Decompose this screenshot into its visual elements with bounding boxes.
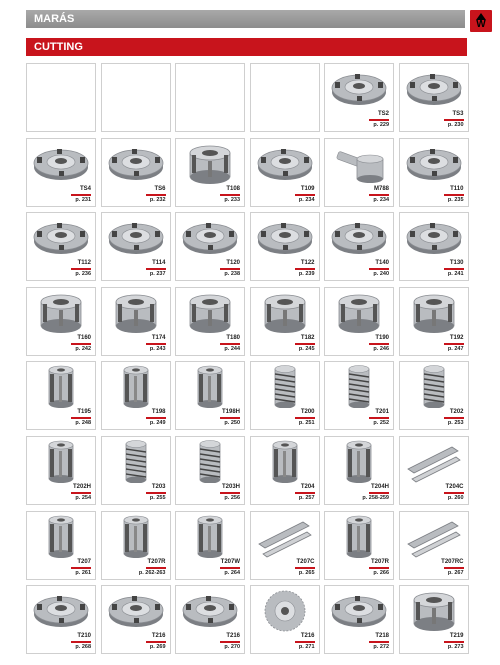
product-card[interactable] — [250, 138, 320, 207]
product-card[interactable] — [324, 511, 394, 580]
accent-rule — [220, 268, 240, 270]
accent-rule — [146, 268, 166, 270]
page-reference: p. 242 — [75, 345, 91, 352]
product-card[interactable] — [26, 212, 96, 281]
accent-rule — [146, 567, 166, 569]
accent-rule — [295, 417, 315, 419]
product-card[interactable] — [175, 287, 245, 356]
disc-cutter-icon — [104, 141, 168, 185]
product-card[interactable] — [324, 361, 394, 430]
page-reference: p. 245 — [298, 345, 315, 352]
product-card[interactable] — [101, 287, 171, 356]
tall-cutter-icon — [253, 439, 317, 483]
knife-blades-icon — [253, 514, 317, 558]
product-code: TS4 — [79, 185, 91, 192]
product-code: T207R — [147, 558, 166, 565]
blank-icon — [104, 66, 168, 110]
product-card — [175, 63, 245, 132]
product-card[interactable] — [250, 212, 320, 281]
product-code: T109 — [300, 185, 315, 192]
product-card[interactable] — [324, 436, 394, 505]
tall-cutter-icon — [104, 364, 168, 408]
accent-rule — [444, 268, 464, 270]
product-card[interactable] — [399, 287, 469, 356]
blank-icon — [253, 66, 317, 110]
product-code: TS3 — [452, 111, 464, 117]
product-code: T203 — [151, 484, 166, 490]
accent-rule — [444, 567, 464, 569]
accent-rule — [71, 194, 91, 196]
product-code: T216 — [300, 633, 315, 640]
accent-rule — [146, 641, 166, 643]
cylinder-cutter-icon — [29, 290, 93, 334]
page-reference: p. 249 — [149, 420, 166, 427]
accent-rule — [444, 194, 464, 196]
subsection-title: CUTTING — [34, 41, 83, 53]
accent-rule — [146, 343, 166, 345]
section-title: MARÁS — [34, 13, 75, 25]
product-card[interactable] — [250, 511, 320, 580]
page-reference: p. 233 — [224, 196, 240, 203]
accent-rule — [444, 119, 464, 121]
product-code: T203H — [221, 484, 240, 490]
subsection-header — [26, 38, 467, 56]
spiral-cutter-icon — [327, 364, 391, 408]
tall-cutter-icon — [327, 514, 391, 558]
page-reference: p. 260 — [447, 495, 464, 501]
product-code: T207RC — [441, 558, 464, 565]
disc-cutter-icon — [178, 588, 242, 632]
product-card[interactable] — [175, 511, 245, 580]
disc-cutter-icon — [29, 215, 93, 259]
product-card[interactable] — [399, 511, 469, 580]
page-reference: p. 235 — [447, 196, 464, 203]
product-card[interactable] — [101, 361, 171, 430]
product-card — [250, 63, 320, 132]
product-code: T218 — [375, 633, 389, 640]
product-code: T180 — [226, 334, 240, 341]
disc-cutter-icon — [29, 588, 93, 632]
product-code: T210 — [77, 633, 91, 640]
tall-cutter-icon — [29, 439, 93, 483]
page-reference: p. 234 — [373, 196, 389, 203]
accent-rule — [369, 567, 389, 569]
product-code: T207 — [77, 558, 91, 565]
product-code: T207W — [220, 558, 240, 565]
disc-cutter-icon — [253, 141, 317, 185]
product-card[interactable] — [175, 436, 245, 505]
accent-rule — [444, 641, 464, 643]
disc-cutter-icon — [402, 66, 466, 110]
shank-tool-icon — [327, 141, 391, 185]
product-card[interactable] — [26, 585, 96, 654]
product-code: T182 — [300, 334, 315, 341]
knife-blades-icon — [402, 514, 466, 558]
product-code: TS2 — [377, 111, 389, 117]
tall-cutter-icon — [327, 439, 391, 483]
product-code: T202 — [449, 409, 464, 416]
accent-rule — [220, 492, 240, 494]
accent-rule — [220, 417, 240, 419]
accent-rule — [369, 343, 389, 345]
accent-rule — [295, 268, 315, 270]
accent-rule — [369, 119, 389, 121]
page-reference: p. 258-259 — [362, 495, 389, 501]
cylinder-cutter-icon — [178, 290, 242, 334]
accent-rule — [220, 641, 240, 643]
accent-rule — [71, 343, 91, 345]
product-code: T108 — [226, 185, 240, 192]
accent-rule — [444, 492, 464, 494]
product-card[interactable] — [101, 585, 171, 654]
accent-rule — [220, 343, 240, 345]
page-reference: p. 256 — [224, 495, 240, 501]
page-reference: p. 252 — [373, 420, 389, 427]
product-card[interactable] — [26, 436, 96, 505]
accent-rule — [369, 417, 389, 419]
product-code: T202H — [72, 484, 91, 490]
blank-icon — [29, 66, 93, 110]
accent-rule — [369, 641, 389, 643]
disc-cutter-icon — [104, 215, 168, 259]
page-reference: p. 238 — [224, 271, 240, 278]
page-reference: p. 234 — [298, 196, 315, 203]
product-card[interactable] — [324, 287, 394, 356]
page-reference: p. 266 — [373, 569, 389, 576]
spiral-cutter-icon — [253, 364, 317, 408]
spiral-cutter-icon — [104, 439, 168, 483]
disc-cutter-icon — [253, 215, 317, 259]
product-code: T207C — [296, 558, 315, 565]
page-reference: p. 257 — [298, 495, 315, 501]
product-code: T114 — [152, 260, 166, 267]
product-code: T190 — [375, 334, 389, 341]
page-reference: p. 262-263 — [138, 569, 166, 576]
accent-rule — [295, 194, 315, 196]
product-code: T174 — [151, 334, 166, 341]
accent-rule — [295, 641, 315, 643]
accent-rule — [295, 343, 315, 345]
accent-rule — [146, 492, 166, 494]
product-card — [101, 63, 171, 132]
page-reference: p. 247 — [447, 345, 464, 352]
page-reference: p. 271 — [298, 644, 315, 651]
tall-cutter-icon — [29, 364, 93, 408]
page-reference: p. 265 — [298, 569, 315, 576]
brand-logo — [470, 10, 492, 32]
page-reference: p. 255 — [149, 495, 166, 501]
page-reference: p. 268 — [75, 644, 91, 651]
cylinder-cutter-icon — [178, 141, 242, 185]
disc-cutter-icon — [327, 215, 391, 259]
product-card — [26, 63, 96, 132]
page-reference: p. 246 — [373, 345, 389, 352]
page-reference: p. 241 — [447, 271, 464, 278]
page-reference: p. 253 — [447, 420, 464, 427]
page-reference: p. 243 — [149, 345, 166, 352]
page-reference: p. 229 — [373, 122, 389, 128]
product-card[interactable] — [250, 361, 320, 430]
product-code: T219 — [449, 633, 464, 640]
product-card[interactable] — [26, 361, 96, 430]
tall-cutter-icon — [29, 514, 93, 558]
product-code: TS6 — [154, 185, 166, 192]
product-card[interactable] — [324, 212, 394, 281]
disc-cutter-icon — [29, 141, 93, 185]
accent-rule — [444, 343, 464, 345]
product-code: T207R — [370, 558, 389, 565]
product-card[interactable] — [175, 138, 245, 207]
product-card[interactable] — [101, 138, 171, 207]
tall-cutter-icon — [104, 514, 168, 558]
product-card[interactable] — [324, 63, 394, 132]
product-code: T204 — [300, 484, 315, 490]
accent-rule — [295, 492, 315, 494]
product-card[interactable] — [175, 585, 245, 654]
page-reference: p. 248 — [75, 420, 91, 427]
page-reference: p. 237 — [149, 271, 166, 278]
disc-cutter-icon — [402, 215, 466, 259]
product-code: T198H — [221, 409, 240, 416]
product-code: T200 — [300, 409, 315, 416]
product-card[interactable] — [26, 287, 96, 356]
product-code: T112 — [77, 260, 91, 267]
page-reference: p. 250 — [224, 420, 240, 427]
cylinder-cutter-icon — [104, 290, 168, 334]
product-code: T195 — [77, 409, 91, 416]
product-code: T140 — [375, 260, 389, 267]
product-card[interactable] — [399, 361, 469, 430]
product-card[interactable] — [26, 511, 96, 580]
page-reference: p. 272 — [373, 644, 389, 651]
product-code: T216 — [226, 633, 240, 640]
disc-cutter-icon — [104, 588, 168, 632]
cylinder-cutter-icon — [402, 290, 466, 334]
accent-rule — [369, 268, 389, 270]
product-card[interactable] — [399, 63, 469, 132]
spiral-cutter-icon — [178, 439, 242, 483]
blank-icon — [178, 66, 242, 110]
product-card[interactable] — [250, 585, 320, 654]
saw-blade-icon — [253, 588, 317, 632]
product-card[interactable] — [399, 585, 469, 654]
accent-rule — [71, 641, 91, 643]
page-reference: p. 261 — [75, 569, 91, 576]
page-reference: p. 236 — [75, 271, 91, 278]
accent-rule — [71, 268, 91, 270]
tall-cutter-icon — [178, 514, 242, 558]
product-card[interactable] — [101, 436, 171, 505]
product-card[interactable] — [324, 138, 394, 207]
cylinder-cutter-icon — [327, 290, 391, 334]
cylinder-cutter-icon — [402, 588, 466, 632]
disc-cutter-icon — [402, 141, 466, 185]
page-reference: p. 239 — [298, 271, 315, 278]
accent-rule — [295, 567, 315, 569]
product-card[interactable] — [399, 212, 469, 281]
product-code: T122 — [300, 260, 315, 267]
product-code: T130 — [449, 260, 464, 267]
product-code: T120 — [226, 260, 240, 267]
product-code: T201 — [375, 409, 389, 416]
product-card[interactable] — [101, 511, 171, 580]
product-card[interactable] — [250, 436, 320, 505]
accent-rule — [220, 567, 240, 569]
page-reference: p. 264 — [224, 569, 240, 576]
accent-rule — [71, 567, 91, 569]
product-code: T192 — [449, 334, 464, 341]
disc-cutter-icon — [327, 588, 391, 632]
page-reference: p. 269 — [149, 644, 166, 651]
section-header — [26, 10, 465, 28]
accent-rule — [220, 194, 240, 196]
page-reference: p. 254 — [75, 495, 91, 501]
product-code: M788 — [373, 185, 389, 192]
knife-blades-icon — [402, 439, 466, 483]
product-code: T204C — [445, 484, 464, 490]
product-card[interactable] — [399, 138, 469, 207]
logo-letter: W — [476, 19, 486, 30]
page-reference: p. 270 — [224, 644, 240, 651]
accent-rule — [71, 492, 91, 494]
disc-cutter-icon — [327, 66, 391, 110]
accent-rule — [71, 417, 91, 419]
product-card[interactable] — [26, 138, 96, 207]
page-reference: p. 230 — [447, 122, 464, 128]
accent-rule — [369, 492, 389, 494]
page-reference: p. 232 — [149, 196, 166, 203]
accent-rule — [444, 417, 464, 419]
page-reference: p. 244 — [224, 345, 240, 352]
tall-cutter-icon — [178, 364, 242, 408]
product-code: T198 — [151, 409, 166, 416]
product-card[interactable] — [175, 212, 245, 281]
product-card[interactable] — [250, 287, 320, 356]
product-code: T216 — [151, 633, 166, 640]
product-card[interactable] — [101, 212, 171, 281]
product-card[interactable] — [399, 436, 469, 505]
product-code: T160 — [77, 334, 91, 341]
page-reference: p. 267 — [447, 569, 464, 576]
spiral-cutter-icon — [402, 364, 466, 408]
accent-rule — [369, 194, 389, 196]
cylinder-cutter-icon — [253, 290, 317, 334]
accent-rule — [146, 194, 166, 196]
product-card[interactable] — [175, 361, 245, 430]
product-code: T110 — [450, 185, 464, 192]
page-reference: p. 240 — [373, 271, 389, 278]
product-card[interactable] — [324, 585, 394, 654]
page-reference: p. 273 — [447, 644, 464, 651]
page-reference: p. 231 — [75, 196, 91, 203]
page-reference: p. 251 — [298, 420, 315, 427]
product-code: T204H — [370, 484, 389, 490]
disc-cutter-icon — [178, 215, 242, 259]
accent-rule — [146, 417, 166, 419]
